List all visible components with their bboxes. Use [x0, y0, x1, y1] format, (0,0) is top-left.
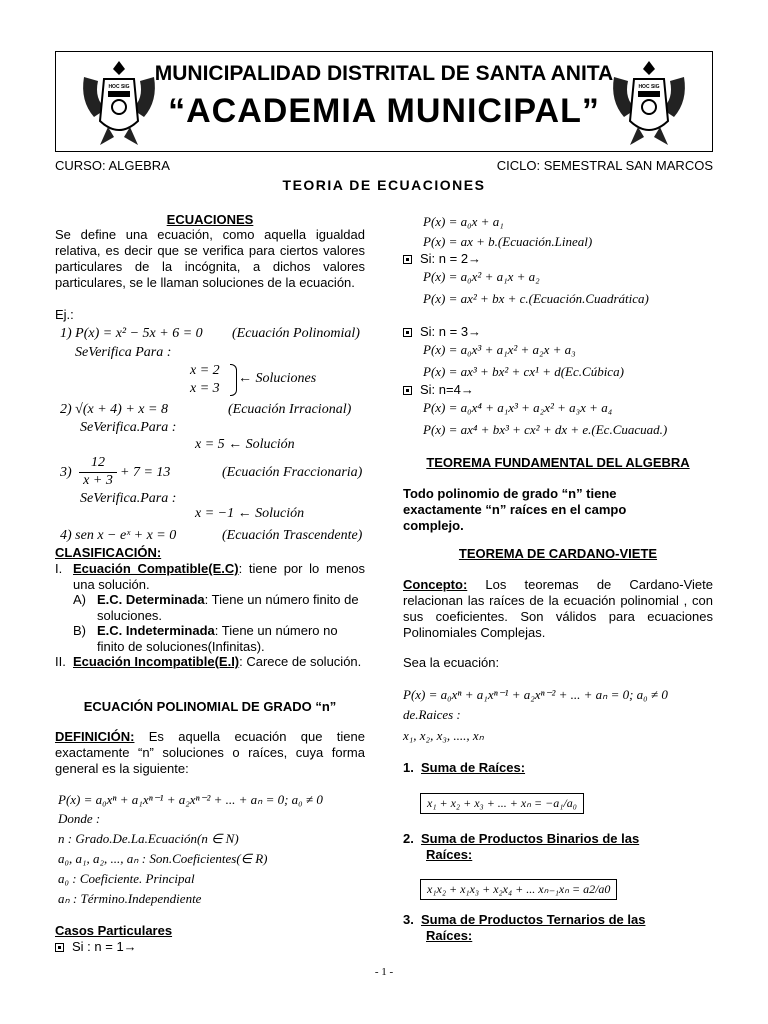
svg-text:HOC SIG: HOC SIG [108, 84, 130, 90]
class-1 [73, 561, 365, 593]
ternary-products-heading-2: Raíces: [426, 928, 473, 943]
caso-1-text: Si : n = 1→ [72, 939, 137, 954]
case-n3-text: Si: n = 3→ [420, 324, 482, 339]
class-b-letter: B) [73, 623, 86, 638]
case-n2-text: Si: n = 2→ [420, 251, 482, 266]
quadratic-2: P(x) = ax² + bx + c.(Ecuación.Cuadrática) [423, 291, 649, 306]
example-4-tag: (Ecuación Trascendente) [222, 528, 363, 543]
example-2: 2) √(x + 4) + x = 8 [60, 402, 168, 417]
ecuaciones-definition: Se define una ecuación, como aquella igualdad relativa, es decir que se verifica para ciertos valores particulares de la incógnita, a dichos valores particulares, se le llaman soluciones de la ecuación. [55, 227, 365, 290]
bullet-icon [55, 943, 64, 952]
example-3-verifica: SeVerifica.Para : [80, 491, 177, 506]
cubic-1: P(x) = a₀x³ + a₁x² + a₂x + a₃ [423, 342, 576, 357]
example-3-tag: (Ecuación Fraccionaria) [222, 465, 363, 480]
quadratic-1: P(x) = a₀x² + a₁x + a₂ [423, 269, 540, 284]
quartic-1: P(x) = a₀x⁴ + a₁x³ + a₂x² + a₃x + a₄ [423, 400, 613, 415]
class-a [97, 592, 365, 624]
document-title: TEORIA DE ECUACIONES [282, 177, 486, 193]
cycle-label: CICLO: SEMESTRAL SAN MARCOS [496, 158, 713, 173]
class-2-roman: II. [55, 654, 66, 669]
donde-independent: aₙ : Término.Independiente [58, 891, 202, 906]
example-2-solution: x = 5 ← Solución [195, 437, 295, 452]
header-line2: “ACADEMIA MUNICIPAL” [168, 92, 600, 130]
case-n3 [403, 324, 481, 340]
right-crest-icon [608, 57, 690, 149]
ternary-products-heading: Suma de Productos Ternarios de las [421, 912, 646, 927]
class-b-text: : Tiene un número no finito de soluciones(Infinitas). [97, 623, 338, 654]
binary-products-heading: Suma de Productos Binarios de las [421, 831, 640, 846]
donde-coefficients: a₀, a₁, a₂, ..., aₙ : Son.Coeficientes(∈ R) [58, 851, 268, 866]
example-1-verifica: SeVerifica Para : [75, 345, 172, 360]
sum-roots-number: 1. [403, 760, 414, 775]
class-1-text: : tiene por lo menos una solución. [73, 561, 365, 592]
tfa-text: Todo polinomio de grado “n” tiene exactamente “n” raíces en el campo complejo. [403, 486, 627, 533]
example-3-numerator: 12 [91, 455, 105, 470]
example-label: Ej.: [55, 307, 74, 322]
definition-term: DEFINICIÓN: [55, 729, 135, 744]
linear-1: P(x) = a₀x + a₁ [423, 214, 504, 229]
class-1-term: Ecuación Compatible(E.C) [73, 561, 239, 576]
class-2-text: : Carece de solución. [239, 654, 362, 669]
clasificacion-heading: CLASIFICACIÓN: [55, 545, 162, 560]
concepto-term: Concepto: [403, 577, 468, 592]
case-n4-text: Si: n=4→ [420, 382, 474, 397]
definition-text: Es aquella ecuación que tiene exactamente “n” soluciones o raíces, cuya forma general es la siguiente: [55, 729, 365, 776]
bullet-icon [403, 255, 412, 264]
class-b-term: E.C. Indeterminada [97, 623, 215, 638]
case-n2 [403, 251, 481, 267]
example-1-x3: x = 3 [190, 381, 220, 396]
bullet-icon [403, 328, 412, 337]
example-3-prefix: 3) [60, 465, 72, 480]
concepto [403, 577, 713, 641]
class-a-text: : Tiene un número finito de soluciones. [97, 592, 359, 623]
ternary-products-number: 3. [403, 912, 414, 927]
example-3-solution: x = −1 ← Solución [195, 506, 305, 521]
linear-2: P(x) = ax + b.(Ecuación.Lineal) [423, 234, 593, 249]
tfa-heading: TEOREMA FUNDAMENTAL DEL ALGEBRA [426, 455, 690, 470]
header-box [55, 51, 713, 152]
caso-1 [55, 939, 137, 955]
svg-text:HOC SIG: HOC SIG [638, 84, 660, 90]
sea-la-ecuacion: Sea la ecuación: [403, 655, 500, 670]
binary-products-number: 2. [403, 831, 414, 846]
brace [230, 364, 237, 396]
ecuaciones-heading: ECUACIONES [166, 212, 254, 227]
roots: x₁, x₂, x₃, ...., xₙ [403, 728, 484, 743]
cardano-heading: TEOREMA DE CARDANO-VIETE [458, 546, 658, 561]
class-1-roman: I. [55, 561, 63, 576]
polinomial-heading: ECUACIÓN POLINOMIAL DE GRADO “n” [83, 699, 337, 714]
binary-products-formula: x₁x₂ + x₁x₃ + x₂x₄ + ... xₙ₋₁xₙ = a2/a0 [420, 879, 617, 900]
general-equation: P(x) = a₀xⁿ + a₁xⁿ⁻¹ + a₂xⁿ⁻² + ... + aₙ = 0; a₀ ≠ 0 [58, 792, 323, 807]
example-2-tag: (Ecuación Irracional) [228, 402, 352, 417]
example-3-denominator: x + 3 [83, 473, 113, 488]
example-3-rest: + 7 = 13 [120, 465, 171, 480]
class-2 [73, 654, 365, 670]
example-1-x2: x = 2 [190, 363, 220, 378]
sum-roots-heading: Suma de Raíces: [421, 760, 526, 775]
donde-label: Donde : [58, 811, 101, 826]
casos-heading: Casos Particulares [55, 923, 173, 938]
binary-products-heading-2: Raíces: [426, 847, 473, 862]
example-2-verifica: SeVerifica.Para : [80, 420, 177, 435]
quartic-2: P(x) = ax⁴ + bx³ + cx² + dx + e.(Ec.Cuacuad.) [423, 422, 668, 437]
example-1-solutions: ← Soluciones [238, 371, 317, 386]
sum-roots-formula: x₁ + x₂ + x₃ + ... + xₙ = −a₁/a₀ [420, 793, 584, 814]
class-b [97, 623, 365, 655]
class-2-term: Ecuación Incompatible(E.I) [73, 654, 240, 669]
example-4: 4) sen x − eˣ + x = 0 [60, 528, 177, 543]
concepto-text: Los teoremas de Cardano-Viete relacionan las raíces de la ecuación polinomial , con sus coeficientes. Son válidos para ecuaciones Polinomiales Complejas. [403, 577, 713, 640]
de-raices: de.Raices : [403, 707, 461, 722]
course-label: CURSO: ALGEBRA [55, 158, 170, 173]
definition [55, 729, 365, 777]
cubic-2: P(x) = ax³ + bx² + cx¹ + d(Ec.Cúbica) [423, 364, 624, 379]
header-line1: MUNICIPALIDAD DISTRITAL DE SANTA ANITA [154, 62, 614, 85]
case-n4 [403, 382, 474, 398]
cardano-general-equation: P(x) = a₀xⁿ + a₁xⁿ⁻¹ + a₂xⁿ⁻² + ... + aₙ = 0; a₀ ≠ 0 [403, 687, 668, 702]
example-1: 1) P(x) = x² − 5x + 6 = 0 [60, 326, 203, 341]
bullet-icon [403, 386, 412, 395]
donde-principal: a₀ : Coeficiente. Principal [58, 871, 195, 886]
class-a-letter: A) [73, 592, 86, 607]
class-a-term: E.C. Determinada [97, 592, 205, 607]
donde-degree: n : Grado.De.La.Ecuación(n ∈ N) [58, 831, 239, 846]
example-1-tag: (Ecuación Polinomial) [232, 326, 360, 341]
page-number: - 1 - [374, 966, 394, 978]
